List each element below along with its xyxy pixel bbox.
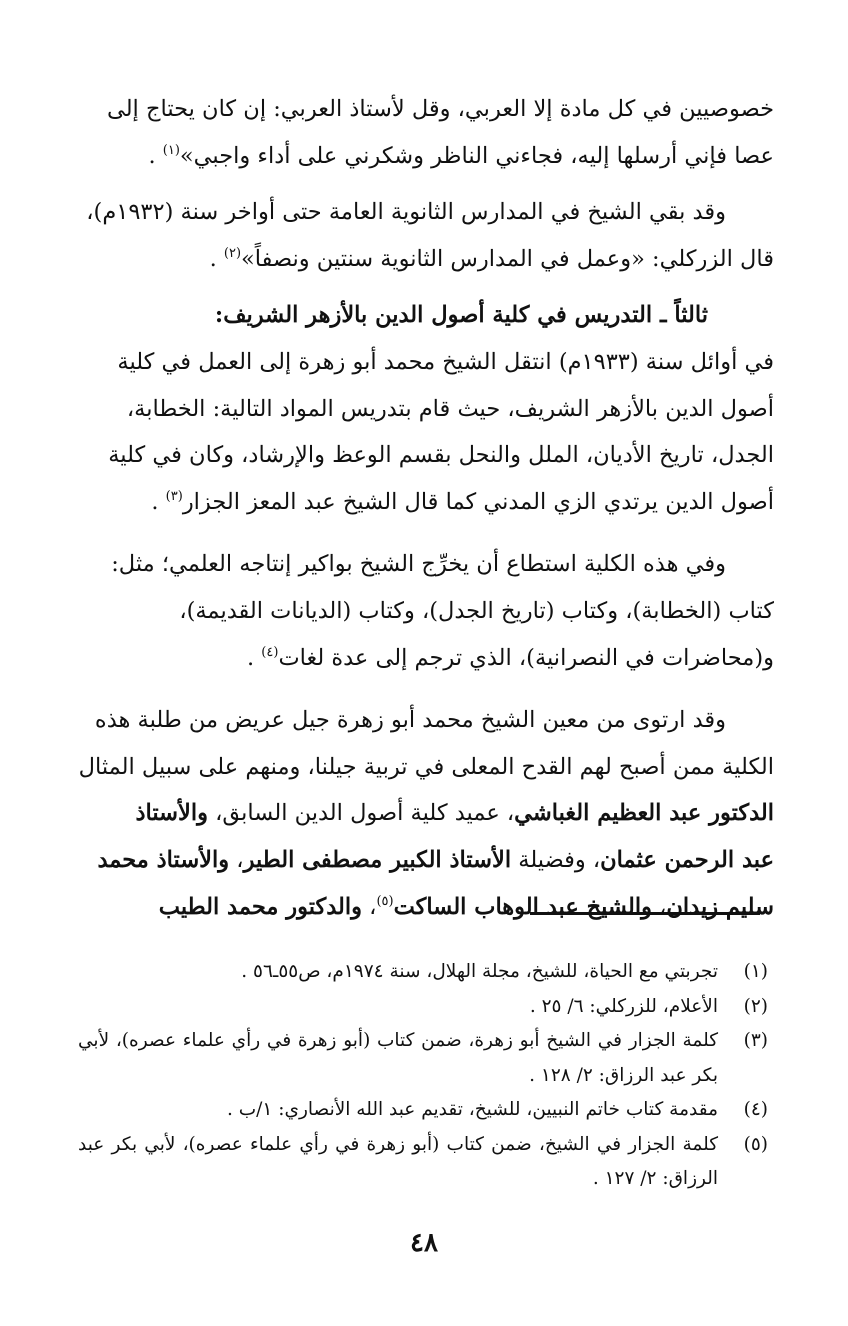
footnote-ref: (٥) <box>376 893 394 909</box>
text-line: عصا فإني أرسلها إليه، فجاءني الناظر وشكرني على أداء واجبي»$^{(١)}$ . <box>148 142 774 169</box>
text-line: كتاب (الخطابة)، وكتاب (تاريخ الجدل)، وكتاب (الديانات القديمة)، <box>179 597 774 624</box>
footnote <box>78 1024 768 1093</box>
text-line: الدكتور عبد العظيم الغباشي، عميد كلية أصول الدين السابق، والأستاذ <box>135 800 774 827</box>
footnote-text: كلمة الجزار في الشيخ، ضمن كتاب (أبو زهرة في رأي علماء عصره)، لأبي بكر عبد الرزاق: ٢/ ١٢٧ . <box>78 1133 718 1189</box>
section-heading: ثالثاً ـ التدريس في كلية أصول الدين بالأزهر الشريف: <box>214 302 708 329</box>
footnote-ref: (١) <box>162 142 180 158</box>
footnote-divider <box>530 912 760 915</box>
footnote-ref: (٢) <box>223 245 242 261</box>
footnote <box>78 955 768 990</box>
footnote-text: الأعلام، للزركلي: ٦/ ٢٥ . <box>529 995 718 1017</box>
text-line: وقد بقي الشيخ في المدارس الثانوية العامة حتى أواخر سنة (١٩٣٢م)، <box>86 199 726 226</box>
text-line: وقد ارتوى من معين الشيخ محمد أبو زهرة جيل عريض من طلبة هذه <box>94 707 726 734</box>
text-line: قال الزركلي: «وعمل في المدارس الثانوية سنتين ونصفاً»$^{(٢)}$ . <box>209 245 774 272</box>
footnote <box>78 990 768 1025</box>
bold-name: والأستاذ محمد <box>97 846 230 873</box>
bold-name: والأستاذ <box>135 800 208 827</box>
footnote-number: (١) <box>743 961 768 982</box>
text-line: وفي هذه الكلية استطاع أن يخرِّج الشيخ بواكير إنتاجه العلمي؛ مثل: <box>111 551 726 578</box>
text-line: الجدل، تاريخ الأديان، الملل والنحل بقسم الوعظ والإرشاد، وكان في كلية <box>108 442 774 469</box>
bold-name: والشيخ عبد الوهاب الساكت <box>393 893 652 920</box>
footnote-number: (٥) <box>743 1133 768 1155</box>
footnote-ref: (٣) <box>165 488 183 504</box>
text-line: و(محاضرات في النصرانية)، الذي ترجم إلى عدة لغات$^{(٤)}$ . <box>246 644 774 671</box>
bold-name: سليم زيدان <box>666 893 774 920</box>
footnote-text: كلمة الجزار في الشيخ أبو زهرة، ضمن كتاب (أبو زهرة في رأي علماء عصره)، لأبي بكر عبد الرزاق: ٢/ ١٢٨ . <box>78 1030 718 1086</box>
text-line: خصوصيين في كل مادة إلا العربي، وقل لأستاذ العربي: إن كان يحتاج إلى <box>106 96 774 122</box>
footnote-number: (٢) <box>743 995 768 1017</box>
footnote-text: تجربتي مع الحياة، للشيخ، مجلة الهلال، سنة ١٩٧٤م، ص٥٥ـ٥٦ . <box>241 961 718 982</box>
footnote-number: (٤) <box>743 1099 768 1120</box>
footnote-number: (٣) <box>743 1030 768 1051</box>
bold-name: الأستاذ الكبير مصطفى الطير <box>243 846 512 873</box>
text-line: أصول الدين بالأزهر الشريف، حيث قام بتدريس المواد التالية: الخطابة، <box>126 395 774 422</box>
footnote-text: مقدمة كتاب خاتم النبيين، للشيخ، تقديم عبد الله الأنصاري: ١/ب . <box>227 1099 718 1120</box>
footnote <box>78 1093 768 1128</box>
footnote-ref: (٤) <box>261 644 279 660</box>
text-line: أصول الدين يرتدي الزي المدني كما قال الشيخ عبد المعز الجزار$^{(٣)}$ . <box>151 488 774 515</box>
text-line: سليم زيدان، والشيخ عبد الوهاب الساكت$^{(٥)}$، والدكتور محمد الطيب <box>158 893 774 920</box>
text-line: الكلية ممن أصبح لهم القدح المعلى في تربية جيلنا، ومنهم على سبيل المثال <box>78 753 774 780</box>
bold-name: عبد الرحمن عثمان <box>600 846 774 873</box>
text-line: عبد الرحمن عثمان، وفضيلة الأستاذ الكبير مصطفى الطير، والأستاذ محمد <box>97 846 774 873</box>
bold-name: الدكتور عبد العظيم الغباشي <box>514 800 774 827</box>
footnote <box>78 1128 768 1197</box>
main-text <box>72 86 774 930</box>
text-line: في أوائل سنة (١٩٣٣م) انتقل الشيخ محمد أبو زهرة إلى العمل في كلية <box>117 348 774 375</box>
footnotes <box>78 955 768 1197</box>
bold-name: والدكتور محمد الطيب <box>158 893 363 920</box>
page-number: ٤٨ <box>410 1228 438 1258</box>
